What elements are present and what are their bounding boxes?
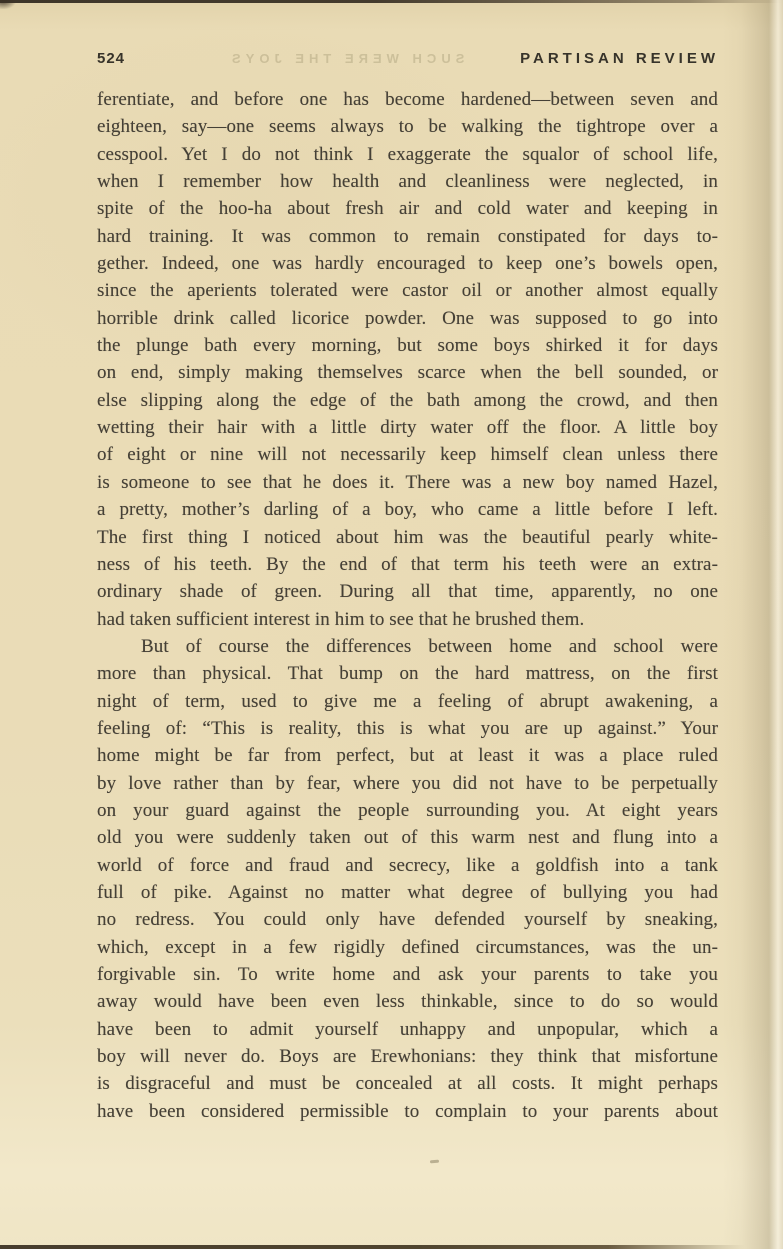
text-line: world of force and fraud and secrecy, like a goldfish into a tank [97, 854, 718, 876]
text-line: have been considered permissible to complain to your parents about [97, 1100, 718, 1122]
text-line: is someone to see that he does it. There was a new boy named Hazel, [97, 471, 718, 493]
bleed-through-title: SUCH WERE THE JOYS [226, 51, 464, 66]
text-line: But of course the differences between home and school were [141, 635, 718, 657]
text-line: boy will never do. Boys are Erewhonians: they think that misfortune [97, 1046, 718, 1068]
text-line: the plunge bath every morning, but some boys shirked it for days [97, 335, 718, 357]
page-bottom-edge [0, 1245, 760, 1249]
text-line: full of pike. Against no matter what degree of bullying you had [97, 881, 718, 903]
page-number: 524 [97, 50, 126, 67]
text-line: ness of his teeth. By the end of that term his teeth were an extra- [97, 553, 718, 575]
text-line: of eight or nine will not necessarily keep himself clean unless there [97, 444, 718, 466]
text-line: home might be far from perfect, but at least it was a place ruled [97, 745, 718, 767]
page-right-edge-shadow [723, 0, 783, 1249]
text-line: on end, simply making themselves scarce when the bell sounded, or [97, 362, 718, 384]
text-line: The first thing I noticed about him was the beautiful pearly white- [97, 526, 718, 548]
text-line: since the aperients tolerated were castor oil or another almost equally [97, 280, 718, 302]
corner-smudge [0, 0, 16, 9]
text-line: a pretty, mother’s darling of a boy, who came a little before I left. [97, 499, 718, 521]
text-line: when I remember how health and cleanliness were neglected, in [97, 171, 718, 193]
text-line: more than physical. That bump on the hard mattress, on the first [97, 663, 718, 685]
page-top-edge [0, 0, 783, 3]
text-line: gether. Indeed, one was hardly encouraged to keep one’s bowels open, [97, 253, 718, 275]
text-line: which, except in a few rigidly defined circumstances, was the un- [97, 936, 718, 958]
text-line: feeling of: “This is reality, this is what you are up against.” Your [97, 717, 718, 739]
text-block [97, 86, 718, 1125]
text-line: forgivable sin. To write home and ask your parents to take you [97, 964, 718, 985]
running-header [97, 50, 719, 68]
journal-title: PARTISAN REVIEW [520, 50, 719, 67]
text-line: eighteen, say—one seems always to be walking the tightrope over a [97, 116, 718, 138]
text-line: wetting their hair with a little dirty water off the floor. A little boy [97, 417, 718, 439]
text-line: is disgraceful and must be concealed at all costs. It might perhaps [97, 1073, 718, 1095]
text-line: had taken sufficient interest in him to see that he brushed them. [97, 608, 585, 630]
text-line: cesspool. Yet I do not think I exaggerate the squalor of school life, [97, 143, 718, 165]
text-line: have been to admit yourself unhappy and unpopular, which a [97, 1018, 718, 1040]
text-line: else slipping along the edge of the bath among the crowd, and then [97, 389, 718, 411]
text-line: away would have been even less thinkable, since to do so would [97, 991, 718, 1013]
text-line: by love rather than by fear, where you did not have to be perpetually [97, 772, 718, 794]
text-line: spite of the hoo-ha about fresh air and cold water and keeping in [97, 198, 718, 220]
text-line: ferentiate, and before one has become hardened—between seven and [97, 89, 718, 110]
text-line: horrible drink called licorice powder. One was supposed to go into [97, 307, 718, 329]
text-line: no redress. You could only have defended yourself by sneaking, [97, 909, 718, 931]
paper-speck [430, 1160, 439, 1164]
text-line: old you were suddenly taken out of this warm nest and flung into a [97, 827, 718, 849]
text-line: night of term, used to give me a feeling of abrupt awakening, a [97, 690, 718, 712]
text-line: ordinary shade of green. During all that time, apparently, no one [97, 581, 718, 603]
text-line: on your guard against the people surrounding you. At eight years [97, 799, 718, 821]
text-line: hard training. It was common to remain constipated for days to- [97, 225, 718, 247]
